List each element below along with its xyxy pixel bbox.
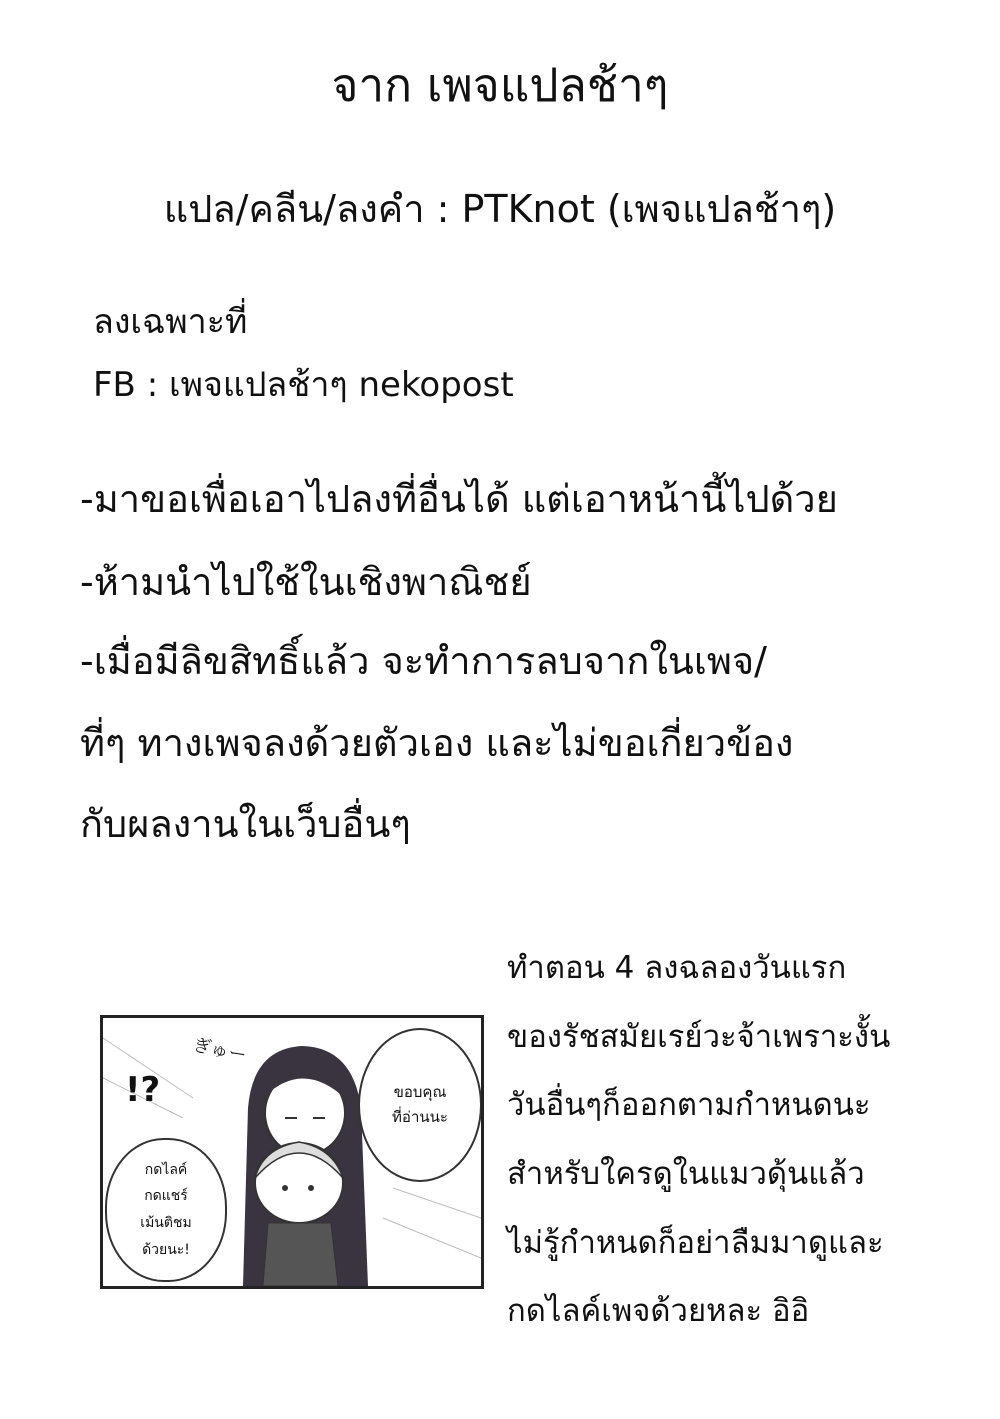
translator-credit: แปล/คลีน/ลงคำ : PTKnot (เพจแปลช้าๆ) <box>163 187 837 231</box>
page-title: จาก เพจแปลช้าๆ <box>331 58 669 112</box>
speech-bubble-like-share <box>105 1138 227 1282</box>
bubble-text: เม้นติชม <box>140 1215 192 1231</box>
rule-line: ที่ๆ ทางเพจลงด้วยตัวเอง และไม่ขอเกี่ยวข้อง <box>80 721 794 765</box>
posting-sites: FB : เพจแปลช้าๆ nekopost <box>93 365 514 405</box>
bubble-text: ด้วยนะ! <box>142 1241 190 1258</box>
posting-label: ลงเฉพาะที่ <box>93 302 248 342</box>
rule-line: -เมื่อมีลิขสิทธิ์แล้ว จะทำการลบจากในเพจ/ <box>80 639 767 683</box>
bubble-text: ขอบคุณ <box>393 1082 447 1101</box>
sound-effect: ぎゅー <box>191 1034 249 1067</box>
note-line: วันอื่นๆก็ออกตามกำหนดนะ <box>507 1087 871 1123</box>
bubble-text: กดแชร์ <box>144 1188 188 1205</box>
note-line: ของรัชสมัยเรย์วะจ้าเพราะงั้น <box>507 1019 891 1055</box>
rule-line: กับผลงานในเว็บอื่นๆ <box>80 802 411 846</box>
manga-panel <box>100 1015 484 1289</box>
rule-line: -มาขอเพื่อเอาไปลงที่อื่นได้ แต่เอาหน้านี้ไปด้วย <box>80 477 838 521</box>
note-line: สำหรับใครดูในแมวดุ้นแล้ว <box>507 1156 865 1192</box>
bubble-text: ที่อ่านนะ <box>392 1108 448 1126</box>
rule-line: -ห้ามนำไปใช้ในเชิงพาณิชย์ <box>80 560 532 604</box>
note-line: กดไลค์เพจด้วยหละ อิอิ <box>507 1293 810 1329</box>
note-line: ทำตอน 4 ลงฉลองวันแรก <box>507 950 847 986</box>
speech-bubble-thanks <box>358 1028 482 1182</box>
bubble-text: กดไลค์ <box>144 1161 188 1178</box>
exclaim-mark: !? <box>125 1070 161 1110</box>
note-line: ไม่รู้กำหนดก็อย่าลืมมาดูและ <box>507 1225 884 1261</box>
